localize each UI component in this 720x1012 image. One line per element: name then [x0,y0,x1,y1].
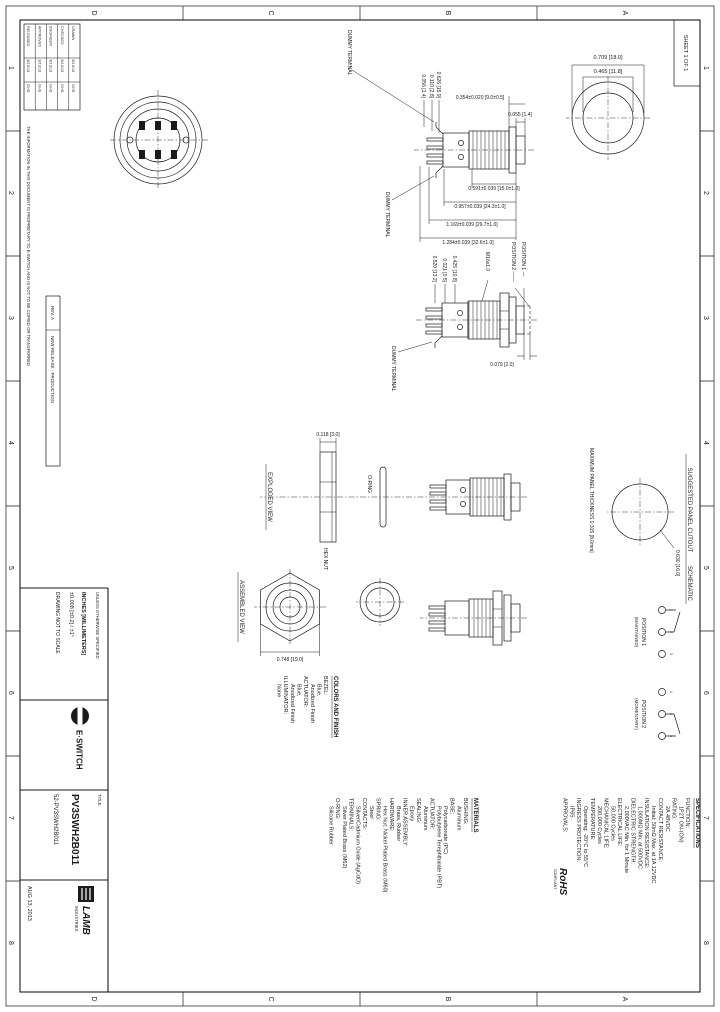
drawing-date: AUG 13, 2013 [26,886,32,921]
nut-dim-lines [320,438,336,452]
color-value: Blue, [295,684,302,697]
dim-v2-a: 0.425 [10.8] [451,255,457,282]
position-1-schematic-label: POSITION 1 [640,617,646,647]
color-value: Anodized Finish [309,684,315,724]
exploded-view-title: EXPLODED VIEW [266,472,272,522]
terminal-number: 3 [669,735,673,737]
position-2-mode: (MOMENTARY) [634,698,639,730]
terminal-node [659,689,666,696]
dim-actuator-dia: 0.465 [11.8] [593,69,623,75]
rear-centerlines [108,90,208,190]
units-note: INCHES [MILLIMETERS] [80,592,86,656]
zone-col-label: 6 [7,691,14,695]
approval-by: GHS [48,84,53,93]
terminal-pin [427,138,443,141]
material-label: TERMINALS: [347,798,354,832]
approval-date: 8/13/13 [37,59,42,73]
zone-col-label: 3 [702,316,709,320]
approval-by: GHS [59,84,64,93]
spec-label: APPROVALS: [561,798,568,833]
revision-strip [46,296,60,466]
spec-value: IP65 [568,806,575,818]
approval-by: GHS [37,84,42,93]
revision-letter: REV. A [50,305,55,321]
approval-date: 8/13/13 [26,59,31,73]
approval-by: GHS [71,84,75,93]
brand-name: E·SWITCH [74,730,84,770]
rohs-logo [553,868,568,896]
approval-role: ENGINEER [48,26,53,46]
panel-cutout-title: SUGGESTED PANEL CUTOUT [686,467,692,553]
approval-role: CHECKED [59,26,64,45]
dummy-terminal-leader [392,176,434,200]
dim-bezel-dia: 0.709 [18.0] [593,55,623,61]
dim-v2-c: 0.520 [13.2] [431,255,437,282]
panel-thickness-note: MAXIMUM PANEL THICKNESS 0.315 [8.0mm] [588,448,594,553]
terminal-pin [430,485,446,488]
approval-role: APPROVED [37,26,42,48]
material-value: Silicone Rubber [327,806,334,845]
cutout-centerlines [606,478,674,546]
zone-row-label: A [621,10,628,16]
specifications [553,798,700,896]
terminal-pin [429,621,445,624]
terminal-pad [139,121,145,130]
dim-travel: 0.079 [2.0] [490,362,514,368]
terminal-number: 3 [669,653,673,655]
terminal-pin [429,606,445,609]
sheet-label: SHEET 1 OF 1 [682,34,688,72]
assembled-view [238,569,527,663]
terminal-number: 1 [669,609,673,611]
thread-hatch [473,131,505,169]
zone-col-label: 2 [7,191,14,195]
zone-col-label: 1 [7,66,14,70]
color-label: ACTUATOR: [302,676,308,708]
rohs-logo-subtext: COMPLIANT [553,869,557,890]
spec-label: FUNCTION: [684,798,690,828]
tolerance-spec-note: UNLESS OTHERWISE SPECIFIED [95,592,100,659]
material-value: Aluminum [455,806,462,831]
tolerance-value: ±0.008 [±0.2] / ±1° [68,592,74,637]
drawing-number: 52-PV3SWH2B011 [52,794,58,845]
zone-col-label: 4 [702,441,709,445]
spec-value: Operating: -20°C to 55°C [582,806,589,868]
schematic-heading: SCHEMATIC [686,566,692,601]
material-label: SPRING: [374,798,381,821]
material-value: Brass, Rubber [395,806,401,842]
terminal-pad [171,150,177,159]
spec-value: 50,000 Cycles [609,806,616,841]
side-view-1 [346,30,534,246]
switch-lever [666,610,681,632]
spec-label: INGRESS PROTECTION: [575,798,582,862]
dim-cutout-dia: 0.630 [16.0] [674,550,680,577]
thread-label: M16x1.0 [484,252,490,272]
spec-value: 1,000MΩ Min. at 500VDC [636,806,643,869]
exploded-view [260,432,527,570]
approval-role: RELEASED [26,26,31,47]
thread-leader [482,280,488,301]
material-label: BASE: [448,798,455,815]
terminal-pad [139,150,145,159]
material-label: O-RING: [334,798,340,820]
position-2-label: POSITION 2 —— [510,242,516,282]
terminal-node [659,733,666,740]
terminal-node [659,607,666,614]
title-block [20,588,108,992]
terminal-number: 2 [669,713,673,715]
terminal-pin [430,507,446,510]
tolerance-cell [54,592,100,658]
spec-label: CONTACT RESISTANCE: [656,798,663,862]
dim-nut-across-flats: 0.748 [19.0] [276,657,304,663]
material-label: INNER ASSEMBLY: [401,798,408,847]
dim-len-2: 0.957±0.039 [24.3±1.0] [454,204,506,210]
scale-note: DRAWING NOT TO SCALE [54,592,60,654]
terminal-node [659,711,666,718]
zone-col-label: 6 [702,691,709,695]
terminal-pin [429,628,445,631]
terminal-pin [426,316,442,319]
schematic [634,566,692,740]
material-label: BUSHING: [462,798,468,825]
rivet [457,324,462,329]
color-value: None [275,684,282,698]
rivet [460,501,465,506]
o-ring-centerlines [356,578,404,626]
terminal-node [659,629,666,636]
dim-len-4: 1.284±0.039 [32.6±1.0] [442,240,494,246]
approval-table [24,24,80,110]
approval-date: 8/13/13 [59,59,64,73]
dim-len-3: 1.169±0.039 [29.7±1.0] [446,222,498,228]
zone-row-label: B [444,10,451,16]
material-label: HARDWARE: [388,798,394,832]
terminal-pin [426,324,442,327]
terminal-node [659,651,666,658]
zone-col-label: 7 [7,816,14,820]
zone-col-label: 5 [702,566,709,570]
color-value: Anodized Finish [289,684,295,724]
material-label: SEALING: [415,798,421,824]
spec-label: INSULATION RESISTANCE: [643,798,650,869]
spec-label: RATING: [670,798,677,820]
terminal-pin [426,331,442,334]
end-view [566,55,650,160]
proprietary-note: THE INFORMATION IN THIS DOCUMENT IS PROPRIETARY TO E-SWITCH AND IS NOT TO BE COPIED OR TRANSFERRED [26,126,31,366]
spec-label: MECHANICAL LIFE: [602,798,609,849]
dim-v2-b: 0.021 [0.5] [441,258,447,282]
terminal-pin [427,146,443,149]
dim-term-2: 0.110 [2.8] [428,74,434,98]
sheet-label-box [674,20,700,86]
material-value: Hex Nut: Nickel Plated Brass (M60) [381,806,388,893]
approval-by: GHS [26,84,31,93]
terminal-pin [430,500,446,503]
position-2-schematic-label: POSITION 2 [640,699,646,729]
approval-role: DRAWN [71,26,75,41]
zone-row-label: C [267,10,274,16]
material-value: Steel [368,806,374,819]
cutout-dia-leader [660,530,674,548]
zone-col-label: 8 [702,941,709,945]
zone-col-label: 5 [7,566,14,570]
lamb-logo-name: LAMB [80,906,91,935]
spec-value: 2,000VAC Min. for 1 Minute [623,806,629,874]
side-view-2 [390,242,537,392]
zone-col-label: 1 [702,66,709,70]
materials [328,798,479,893]
title-label: TITLE: [97,794,102,807]
hex-nut-label: HEX NUT [322,548,328,570]
zone-col-label: 3 [7,316,14,320]
color-label: BEZEL: [322,676,328,695]
dummy-terminal-pin [435,336,442,348]
part-number: PV3SWH2B011 [69,794,80,866]
dummy-terminal-label: DUMMY TERMINAL [346,30,352,76]
position-1-label: POSITION 1 — [520,242,526,277]
spec-label: ELECTRICAL LIFE: [616,798,622,847]
zone-col-label: 8 [7,941,14,945]
rohs-logo-text: RoHS [557,868,568,896]
dim-term-1: 0.626 [15.9] [435,71,441,98]
assembled-view-title: ASSEMBLED VIEW [238,580,244,634]
spec-value: Initial: 50mΩ Max. at 1A 12VDC [650,806,657,884]
material-value: Epoxy [408,806,415,822]
zone-row-label: B [444,996,451,1002]
switch-lever [666,714,681,736]
dim-len-1: 0.591±0.039 [15.0±1.0] [468,186,520,192]
end-view-centerlines [566,76,650,160]
schematic-position-1 [634,607,680,658]
material-label: ACTUATOR: [428,798,435,830]
dummy-terminal-leader [398,342,432,352]
colors-heading: COLORS AND FINISH [332,676,338,738]
materials-heading: MATERIALS [472,798,478,833]
spec-value: 1P2T ON-(ON) [677,806,684,843]
material-value: Polycarbonate (PC) [442,806,448,854]
terminal-pin [426,308,442,311]
rear-view [108,90,208,190]
terminal-pin [430,492,446,495]
terminal-pin [429,613,445,616]
material-value: Polybutylene Terephthalate (PBT) [435,806,442,889]
eswitch-logo-slash [78,707,83,725]
color-value: Blue, [315,684,322,697]
spec-label: DIELECTRIC STRENGTH: [629,798,636,865]
schematic-position-2 [634,689,680,740]
zone-row-label: D [90,996,97,1002]
dim-cap-height: 0.354±0.020 [9.0±0.5] [455,95,505,101]
dummy-terminal-label: DUMMY TERMINAL [384,192,390,238]
travel-dim-lines [517,334,537,360]
revision-description: NEW RELEASE - PRODUCTION [50,336,55,403]
zone-col-label: 7 [702,816,709,820]
zone-row-label: A [621,996,628,1002]
dummy-terminal-label: DUMMY TERMINAL [390,346,396,392]
colors-finish [276,676,339,738]
brand-cell [71,707,89,770]
position-leaders [515,288,529,306]
dim-nut-thickness: 0.118 [3.0] [316,432,340,438]
zone-row-label: D [90,10,97,16]
rivet [458,140,463,145]
material-value: Silver/Cadmium Oxide (AgCdO) [354,806,361,884]
terminal-pin [427,154,443,157]
terminal-pad [155,121,161,130]
lamb-logo-subname: INDUSTRIES [74,906,79,932]
v2-dim-leaders [435,284,455,303]
o-ring-label: O-RING [366,475,372,494]
spec-label: TEMPERATURE: [588,798,595,841]
rivet [458,154,463,159]
zone-col-label: 4 [7,441,14,445]
logo-date-cell [26,886,94,935]
terminal-number: 2 [669,631,673,633]
terminal-pad [171,121,177,130]
dim-term-3: 0.056 [1.4] [420,74,426,98]
spec-value: 2A 48VDC [663,806,670,832]
rivet [457,310,462,315]
zone-row-label: C [267,996,274,1002]
material-value: Silver Plated Brass (M62) [341,806,347,869]
part-number-cell [52,794,102,866]
panel-cutout [588,448,692,577]
specifications-heading: SPECIFICATIONS [694,798,700,848]
spec-value: 200,000 Cycles [595,806,602,844]
approval-date: 8/13/13 [71,59,75,73]
terminal-pad [155,150,161,159]
color-label: ILLUMINATOR: [282,676,288,714]
material-value: Aluminum [422,806,428,831]
dim-cap-lip: 0.055 [1.4] [508,112,532,118]
terminal-number: 1 [669,691,673,693]
approval-date: 8/13/13 [48,59,53,73]
terminal-pin [427,161,443,164]
hex-centerlines [254,569,326,645]
material-label: CONTACTS: [361,798,367,830]
position-1-mode: (MAINTAINED) [634,616,639,648]
zone-col-label: 2 [702,191,709,195]
rivet [460,487,465,492]
